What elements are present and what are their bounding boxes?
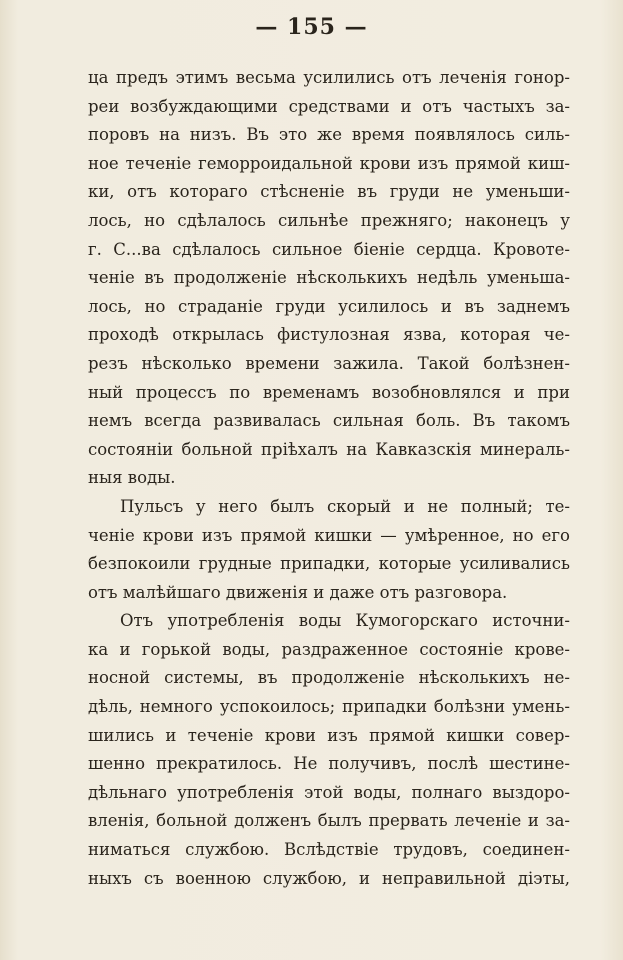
text-line: носной системы, въ продолженіе нѣсколькихъ не- bbox=[88, 668, 570, 688]
text-line: дѣльнаго употребленія этой воды, полнаго выздоро- bbox=[88, 782, 570, 802]
text-line: шенно прекратилось. Не получивъ, послѣ шестине- bbox=[88, 754, 570, 774]
text-line: поровъ на низъ. Въ это же время появлялось силь- bbox=[88, 125, 570, 145]
body-text bbox=[88, 64, 570, 893]
text-line: состояніи больной пріѣхалъ на Кавказскія минераль- bbox=[88, 439, 570, 459]
text-line: ченіе крови изъ прямой кишки — умѣренное, но его bbox=[88, 525, 570, 545]
text-line: ченіе въ продолженіе нѣсколькихъ недѣль уменьша- bbox=[88, 268, 570, 288]
text-line: ка и горькой воды, раздраженное состояніе крове- bbox=[88, 639, 570, 659]
text-line: ниматься службою. Вслѣдствіе трудовъ, соединен- bbox=[88, 840, 570, 860]
text-line: ный процессъ по временамъ возобновлялся и при bbox=[88, 382, 570, 402]
text-line: дѣль, немного успокоилось; припадки болѣзни умень- bbox=[88, 697, 570, 717]
text-line: ца предъ этимъ весьма усилились отъ леченія гонор- bbox=[88, 68, 570, 87]
text-line: реи возбуждающими средствами и отъ частыхъ за- bbox=[88, 96, 570, 116]
text-line: отъ малѣйшаго движенія и даже отъ разговора. bbox=[88, 582, 508, 602]
text-line: немъ всегда развивалась сильная боль. Въ такомъ bbox=[88, 411, 570, 431]
text-line: проходѣ открылась фистулозная язва, которая че- bbox=[88, 325, 570, 345]
text-line: ныхъ съ военною службою, и неправильной діэты, bbox=[88, 868, 570, 888]
page-number: — 155 — bbox=[255, 14, 368, 40]
text-line: вленія, больной долженъ былъ прервать леченіе и за- bbox=[88, 811, 570, 831]
text-line: резъ нѣсколько времени зажила. Такой болѣзнен- bbox=[88, 353, 570, 373]
text-line: г. С...ва сдѣлалось сильное біеніе сердца. Кровоте- bbox=[88, 239, 570, 259]
text-line: ки, отъ котораго стѣсненіе въ груди не уменьши- bbox=[88, 182, 570, 202]
text-line: безпокоили грудные припадки, которые усиливались bbox=[88, 554, 570, 574]
text-line: Отъ употребленія воды Кумогорскаго источни- bbox=[120, 611, 570, 631]
text-line: ныя воды. bbox=[88, 468, 176, 488]
text-line: ное теченіе геморроидальной крови изъ прямой киш- bbox=[88, 153, 570, 173]
text-line: Пульсъ у него былъ скорый и не полный; те- bbox=[120, 496, 570, 516]
text-line: лось, но сдѣлалось сильнѣе прежняго; наконецъ у bbox=[88, 210, 570, 230]
text-line: шились и теченіе крови изъ прямой кишки совер- bbox=[88, 725, 570, 745]
text-line: лось, но страданіе груди усилилось и въ заднемъ bbox=[88, 296, 570, 316]
